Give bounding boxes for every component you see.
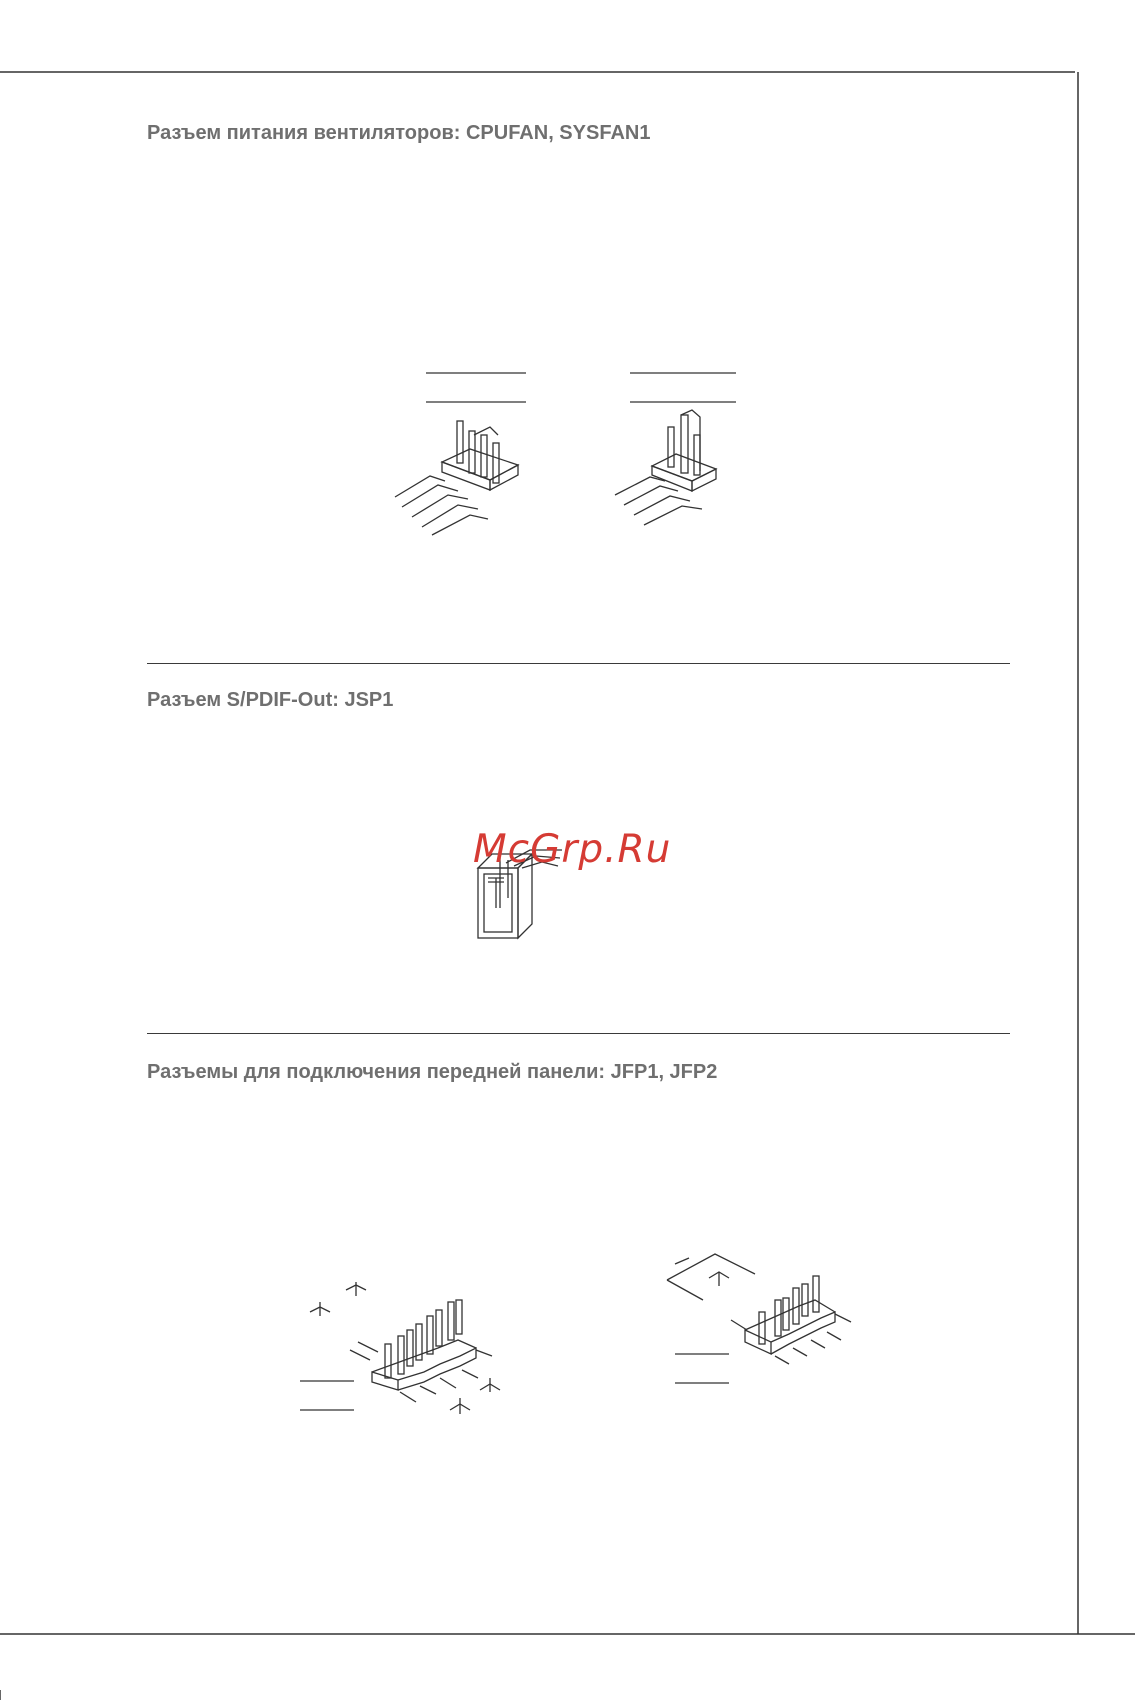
front-panel-section-title: Разъемы для подключения передней панели: JFP1, JFP2 bbox=[147, 1061, 718, 1083]
sysfan-connector-diagram bbox=[610, 365, 760, 540]
jfp2-connector-diagram bbox=[665, 1250, 865, 1400]
cpufan-connector-diagram bbox=[380, 365, 540, 540]
fan-section-title: Разъем питания вентиляторов: CPUFAN, SYSFAN1 bbox=[147, 122, 651, 144]
section-divider bbox=[147, 1033, 1010, 1034]
jfp1-connector-diagram bbox=[290, 1280, 530, 1435]
watermark-text: McGrp.Ru bbox=[473, 827, 672, 872]
section-divider bbox=[147, 663, 1010, 664]
spdif-section-title: Разъем S/PDIF-Out: JSP1 bbox=[147, 689, 394, 711]
